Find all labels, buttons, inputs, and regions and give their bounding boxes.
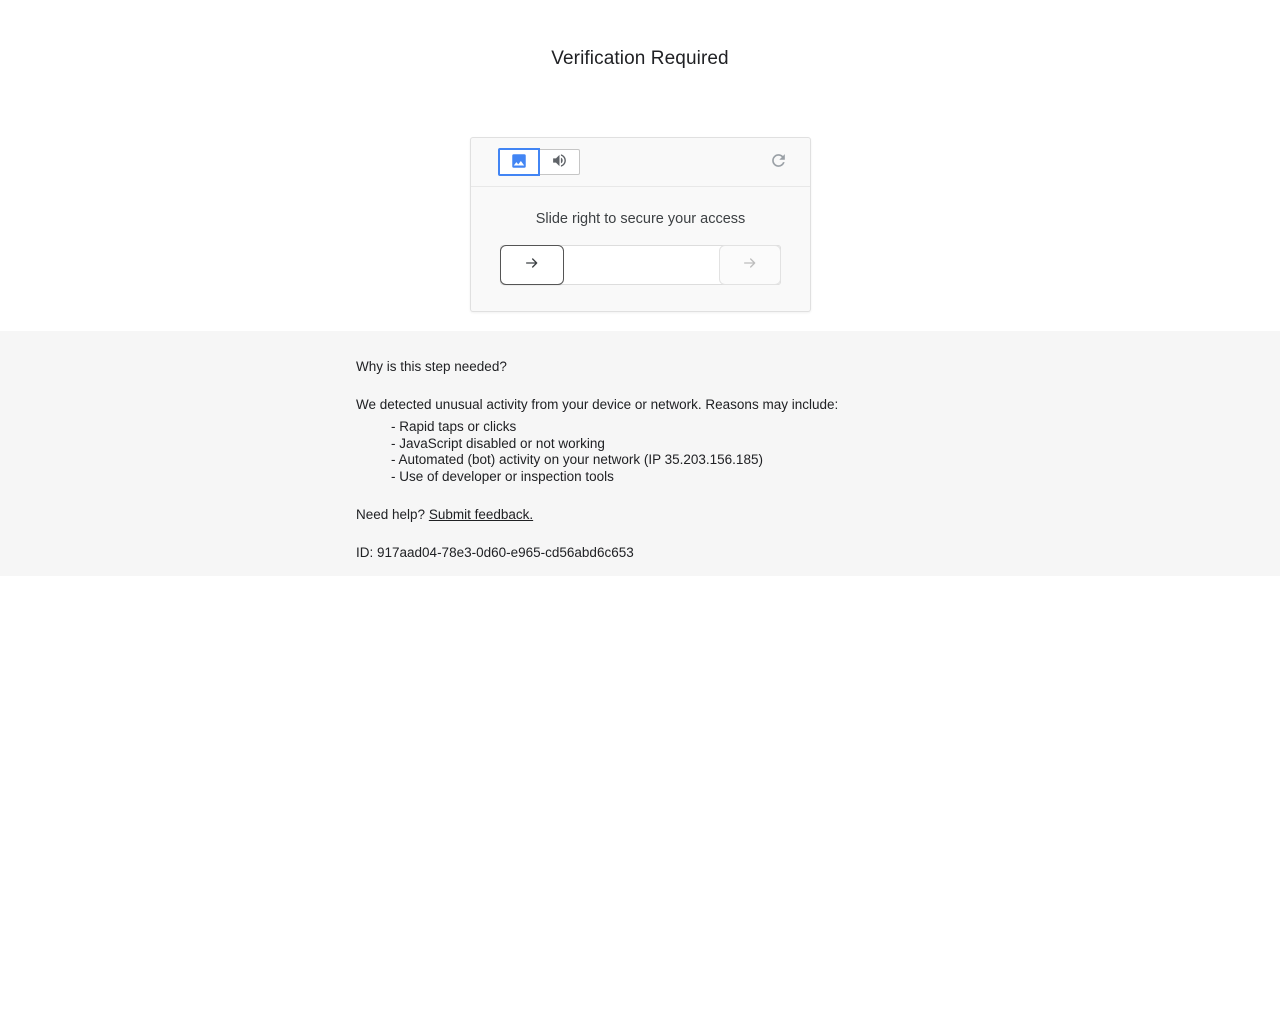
audio-mode-button[interactable] — [540, 149, 580, 175]
slider-target — [719, 245, 781, 285]
slider-handle[interactable] — [500, 245, 564, 285]
image-mode-button[interactable] — [498, 148, 540, 176]
arrow-right-target-icon — [742, 255, 758, 276]
image-icon — [510, 152, 528, 173]
help-line — [356, 507, 1280, 523]
help-prefix: Need help? — [356, 507, 426, 522]
page-title: Verification Required — [551, 48, 729, 69]
speaker-icon — [551, 152, 568, 172]
list-item: - Use of developer or inspection tools — [391, 468, 614, 484]
list-item: - JavaScript disabled or not working — [391, 435, 605, 451]
list-item: - Rapid taps or clicks — [391, 419, 517, 434]
captcha-widget — [470, 137, 811, 312]
info-question: Why is this step needed? — [356, 359, 507, 374]
slider-prompt: Slide right to secure your access — [535, 211, 746, 227]
captcha-body — [471, 187, 810, 311]
captcha-header — [471, 138, 810, 187]
refresh-button[interactable] — [766, 150, 790, 174]
list-item: - Automated (bot) activity on your network (IP 35.203.156.185) — [391, 452, 763, 467]
verification-id: ID: 917aad04-78e3-0d60-e965-cd56abd6c653 — [356, 545, 634, 560]
arrow-right-icon — [524, 255, 540, 276]
refresh-icon — [769, 151, 788, 173]
info-panel — [0, 331, 1280, 576]
slider-row — [500, 245, 781, 285]
mode-toggle-group — [498, 148, 580, 176]
info-intro: We detected unusual activity from your device or network. Reasons may include: — [356, 397, 839, 412]
submit-feedback-link[interactable]: Submit feedback. — [428, 507, 534, 522]
reason-list — [356, 419, 1280, 485]
